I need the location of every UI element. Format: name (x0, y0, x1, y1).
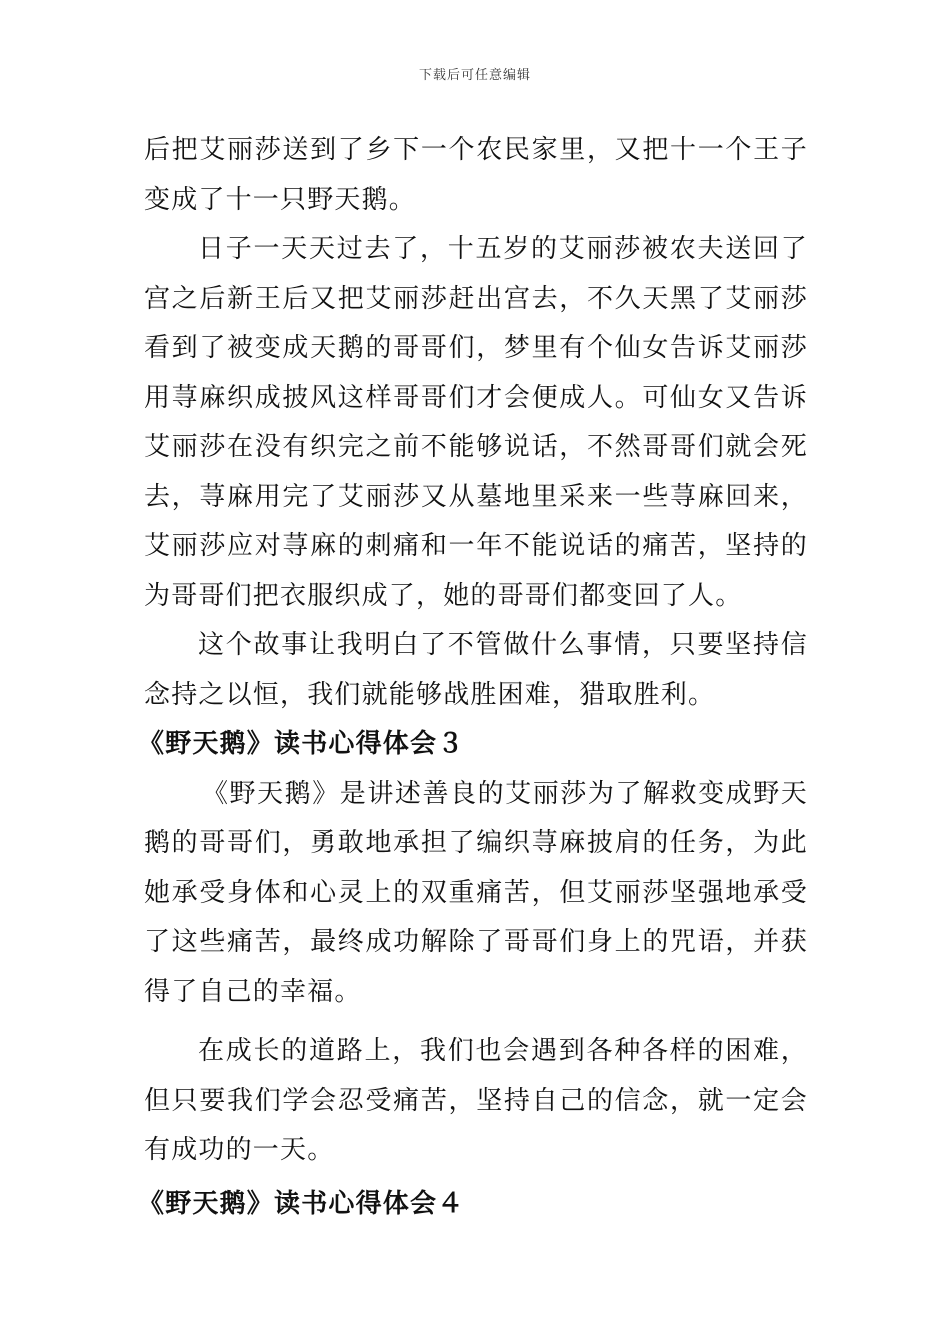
section-heading-3: 《野天鹅》读书心得体会３ (138, 729, 465, 759)
paragraph-lesson: 这个故事让我明白了不管做什么事情，只要坚持信念持之以恒，我们就能够战胜困难，猎取胜利。 (144, 630, 808, 710)
paragraph-continued: 后把艾丽莎送到了乡下一个农民家里，又把十一个王子变成了十一只野天鹅。 (144, 135, 808, 215)
paragraph-story: 日子一天天过去了，十五岁的艾丽莎被农夫送回了宫之后新王后又把艾丽莎赶出宫去，不久天黑了艾丽莎看到了被变成天鹅的哥哥们，梦里有个仙女告诉艾丽莎用荨麻织成披风这样哥哥们才会便成人。可仙女又告诉艾丽莎在没有织完之前不能够说话，不然哥哥们就会死去，荨麻用完了艾丽莎又从墓地里采来一些荨麻回来，艾丽莎应对荨麻的刺痛和一年不能说话的痛苦，坚持的为哥哥们把衣服织成了，她的哥哥们都变回了人。 (144, 234, 808, 611)
header-note: 下载后可任意编辑 (418, 68, 531, 83)
paragraph-gap (144, 1017, 808, 1027)
paragraph-reflection: 在成长的道路上，我们也会遇到各种各样的困难，但只要我们学会忍受痛苦，坚持自己的信念，就一定会有成功的一天。 (144, 1036, 808, 1165)
document-body (138, 126, 808, 1229)
paragraph-summary: 《野天鹅》是讲述善良的艾丽莎为了解救变成野天鹅的哥哥们，勇敢地承担了编织荨麻披肩的任务，为此她承受身体和心灵上的双重痛苦，但艾丽莎坚强地承受了这些痛苦，最终成功解除了哥哥们身上的咒语，并获得了自己的幸福。 (144, 778, 808, 1007)
section-heading-4: 《野天鹅》读书心得体会４ (138, 1188, 465, 1219)
